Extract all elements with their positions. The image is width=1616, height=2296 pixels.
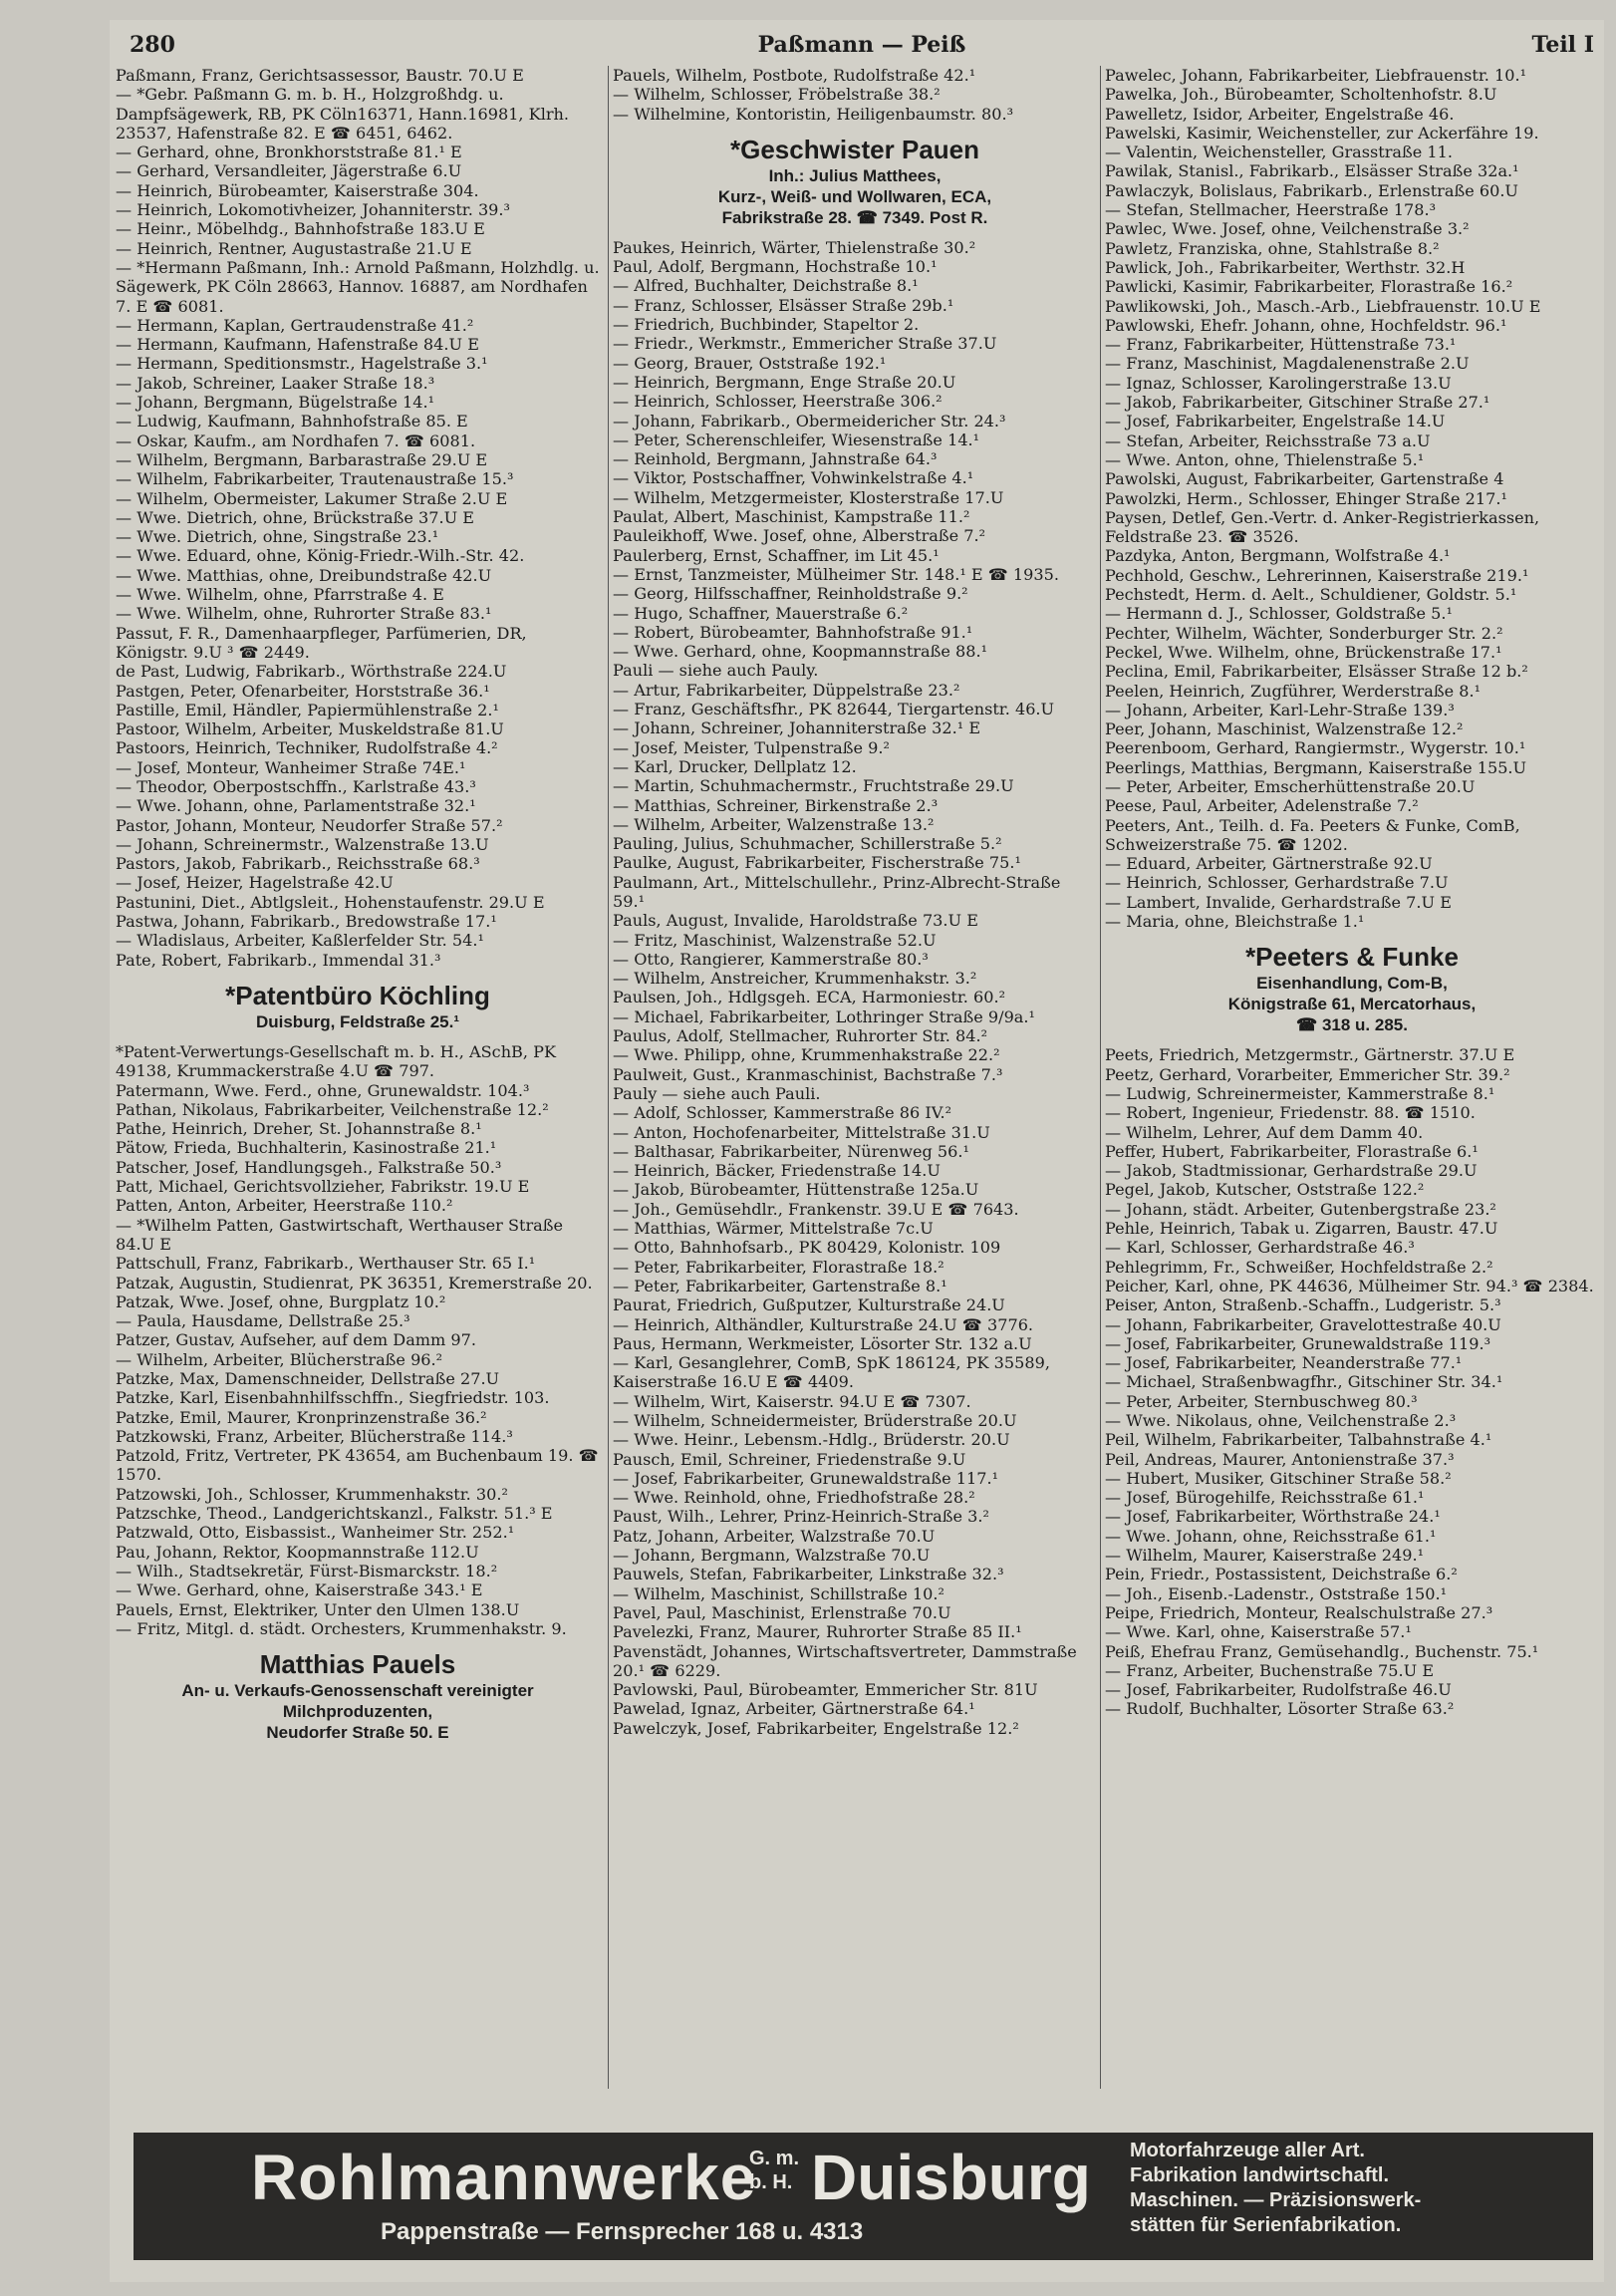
directory-entry: — Heinrich, Lokomotivheizer, Johanniterstr. 39.³: [116, 200, 510, 220]
directory-entry: Patzkowski, Franz, Arbeiter, Blücherstraße 114.³: [116, 1426, 513, 1446]
directory-entry: — Franz, Schlosser, Elsässer Straße 29b.¹: [613, 295, 954, 315]
directory-entry: Pavlowski, Paul, Bürobeamter, Emmericher Str. 81U: [613, 1680, 1038, 1700]
ad-line: Inh.: Julius Matthees,: [768, 165, 942, 185]
directory-entry: Paulat, Albert, Maschinist, Kampstraße 11.²: [613, 507, 970, 527]
directory-entry: — Rudolf, Buchhalter, Lösorter Straße 63.²: [1105, 1699, 1455, 1719]
directory-entry: Peiser, Anton, Straßenb.-Schaffn., Ludgeristr. 5.³: [1105, 1295, 1501, 1315]
directory-entry: — Alfred, Buchhalter, Deichstraße 8.¹: [613, 276, 919, 296]
directory-entry: — Wilh., Stadtsekretär, Fürst-Bismarckstr. 18.²: [116, 1561, 498, 1580]
directory-entry: — Wwe. Karl, ohne, Kaiserstraße 57.¹: [1105, 1622, 1412, 1642]
directory-entry: — Heinrich, Bergmann, Enge Straße 20.U: [613, 372, 956, 392]
directory-entry: — Wwe. Dietrich, ohne, Brückstraße 37.U E: [116, 507, 475, 527]
directory-entry: — Peter, Scherenschleifer, Wiesenstraße 14.¹: [613, 430, 980, 449]
directory-entry: Pawlicki, Kasimir, Fabrikarbeiter, Florastraße 16.²: [1105, 277, 1513, 297]
directory-entry: Peerenboom, Gerhard, Rangiermstr., Wygerstr. 10.¹: [1105, 738, 1526, 758]
directory-entry: Pathe, Heinrich, Dreher, St. Johannstraße 8.¹: [116, 1119, 482, 1139]
directory-entry: — Adolf, Schlosser, Kammerstraße 86 IV.²: [613, 1103, 952, 1123]
directory-entry: — Josef, Monteur, Wanheimer Straße 74E.¹: [116, 757, 466, 777]
banner-right-text: [1130, 2139, 1568, 2238]
directory-entry: — Heinrich, Schlosser, Heerstraße 306.²: [613, 392, 943, 412]
directory-entry: Pau, Johann, Rektor, Koopmannstraße 112.U: [116, 1542, 479, 1562]
directory-entry: — Ignaz, Schlosser, Karolingerstraße 13.U: [1105, 373, 1452, 393]
directory-entry: Pawilak, Stanisl., Fabrikarb., Elsässer Straße 32a.¹: [1105, 161, 1519, 181]
banner-company: Rohlmannwerke: [251, 2142, 757, 2213]
directory-entry: Pehle, Heinrich, Tabak u. Zigarren, Baustr. 47.U: [1105, 1219, 1498, 1239]
ad-geschwister-pauen: [613, 134, 1097, 228]
directory-entry: Peer, Johann, Maschinist, Walzenstraße 12.²: [1105, 719, 1464, 739]
directory-entry: Pastors, Jakob, Fabrikarb., Reichsstraße 68.³: [116, 854, 480, 874]
directory-entry: — Wwe. Reinhold, ohne, Friedhofstraße 28.²: [613, 1488, 975, 1508]
directory-entry: — Peter, Arbeiter, Sternbuschweg 80.³: [1105, 1391, 1418, 1411]
directory-entry: — Karl, Drucker, Dellplatz 12.: [613, 756, 857, 776]
directory-entry: — Joh., Gemüsehdlr., Frankenstr. 39.U E ☎ 7643.: [613, 1199, 1019, 1219]
directory-entry: — Matthias, Wärmer, Mittelstraße 7c.U: [613, 1219, 934, 1239]
directory-entry: — Wwe. Wilhelm, ohne, Pfarrstraße 4. E: [116, 585, 444, 605]
ad-line: ☎ 318 u. 285.: [1296, 1015, 1408, 1035]
directory-entry: Paul, Adolf, Bergmann, Hochstraße 10.¹: [613, 257, 938, 277]
directory-entry: — Hermann, Speditionsmstr., Hagelstraße 3.¹: [116, 354, 488, 374]
ad-title: *Geschwister Pauen: [730, 134, 979, 164]
directory-entry: — Wwe. Gerhard, ohne, Koopmannstraße 88.¹: [613, 642, 988, 662]
directory-entry: Patzschke, Theod., Landgerichtskanzl., Falkstr. 51.³ E: [116, 1504, 553, 1524]
directory-entry: — Stefan, Arbeiter, Reichsstraße 73 a.U: [1105, 430, 1431, 450]
directory-entry: *Patent-Verwertungs-Gesellschaft m. b. H., ASchB, PK 49138, Krummackerstraße 4.U ☎ 797.: [116, 1041, 556, 1081]
ad-peeters-funke: [1105, 941, 1599, 1035]
directory-entry: Peese, Paul, Arbeiter, Adelenstraße 7.²: [1105, 796, 1419, 816]
ad-title: Matthias Pauels: [259, 1649, 456, 1680]
directory-entry: Paßmann, Franz, Gerichtsassessor, Baustr. 70.U E: [116, 66, 524, 85]
directory-entry: Pathan, Nikolaus, Fabrikarbeiter, Veilchenstraße 12.²: [116, 1099, 549, 1119]
directory-entry: — Wilhelm, Schlosser, Fröbelstraße 38.²: [613, 85, 941, 105]
directory-entry: — Peter, Fabrikarbeiter, Gartenstraße 8.¹: [613, 1276, 947, 1295]
ad-line: Kurz-, Weiß- und Wollwaren, ECA,: [717, 186, 992, 206]
directory-entry: Paulke, August, Fabrikarbeiter, Fischerstraße 75.¹: [613, 853, 1021, 873]
directory-entry: Pausch, Emil, Schreiner, Friedenstraße 9.U: [613, 1449, 966, 1469]
directory-entry: Pavelezki, Franz, Maurer, Ruhrorter Straße 85 II.¹: [613, 1622, 1022, 1642]
ad-line: An- u. Verkaufs-Genossenschaft vereinigter: [181, 1681, 534, 1701]
directory-entry: Pechter, Wilhelm, Wächter, Sonderburger Str. 2.²: [1105, 623, 1503, 643]
directory-entry: — Josef, Fabrikarbeiter, Grunewaldstraße 119.³: [1105, 1333, 1491, 1353]
directory-entry: — Wilhelm, Wirt, Kaiserstr. 94.U E ☎ 7307.: [613, 1391, 971, 1411]
directory-entry: — Wwe. Wilhelm, ohne, Ruhrorter Straße 83.¹: [116, 604, 492, 624]
directory-entry: — Heinrich, Althändler, Kulturstraße 24.U ☎ 3776.: [613, 1314, 1034, 1334]
banner-line: Maschinen. — Präzisionswerk-: [1130, 2189, 1422, 2211]
directory-entry: — Fritz, Maschinist, Walzenstraße 52.U: [613, 930, 937, 950]
directory-entry: — Wilhelm, Obermeister, Lakumer Straße 2.U E: [116, 488, 508, 508]
directory-entry: — Franz, Fabrikarbeiter, Hüttenstraße 73.¹: [1105, 335, 1457, 355]
directory-entry: — Josef, Heizer, Hagelstraße 42.U: [116, 873, 394, 893]
directory-entry: — Wilhelm, Maurer, Kaiserstraße 249.¹: [1105, 1546, 1425, 1566]
directory-entry: — Wwe. Nikolaus, ohne, Veilchenstraße 2.³: [1105, 1411, 1457, 1430]
directory-entry: — Josef, Fabrikarbeiter, Engelstraße 14.U: [1105, 412, 1446, 431]
directory-entry: Pauling, Julius, Schuhmacher, Schillerstraße 5.²: [613, 834, 1002, 854]
entry-list: [116, 1042, 600, 1638]
directory-entry: — Reinhold, Bergmann, Jahnstraße 64.³: [613, 449, 938, 469]
directory-entry: — Robert, Ingenieur, Friedenstr. 88. ☎ 1510.: [1105, 1103, 1476, 1123]
directory-entry: Pauly — siehe auch Pauli.: [613, 1083, 821, 1103]
directory-entry: de Past, Ludwig, Fabrikarb., Wörthstraße 224.U: [116, 662, 507, 682]
directory-entry: Peerlings, Matthias, Bergmann, Kaiserstraße 155.U: [1105, 757, 1527, 777]
banner-address: Pappenstraße — Fernsprecher 168 u. 4313: [381, 2218, 864, 2245]
directory-entry: — Paula, Hausdame, Dellstraße 25.³: [116, 1311, 410, 1331]
directory-entry: — Balthasar, Fabrikarbeiter, Nürenweg 56.¹: [613, 1141, 969, 1161]
banner-line: Fabrikation landwirtschaftl.: [1130, 2164, 1390, 2186]
directory-entry: Peil, Andreas, Maurer, Antonienstraße 37.³: [1105, 1449, 1455, 1469]
directory-entry: — Josef, Fabrikarbeiter, Rudolfstraße 46.U: [1105, 1680, 1452, 1700]
column-1: [116, 66, 600, 2089]
directory-entry: Pawlec, Wwe. Josef, ohne, Veilchenstraße 3.²: [1105, 219, 1470, 239]
directory-entry: Pauli — siehe auch Pauly.: [613, 661, 819, 681]
directory-entry: — Wwe. Anton, ohne, Thielenstraße 5.¹: [1105, 449, 1425, 469]
directory-entry: — Oskar, Kaufm., am Nordhafen 7. ☎ 6081.: [116, 430, 476, 450]
directory-entry: — Michael, Fabrikarbeiter, Lothringer Straße 9/9a.¹: [613, 1006, 1035, 1026]
directory-entry: Pawelletz, Isidor, Arbeiter, Engelstraße 46.: [1105, 104, 1455, 124]
directory-page: [110, 20, 1604, 2282]
directory-entry: — Franz, Maschinist, Magdalenenstraße 2.U: [1105, 354, 1470, 374]
entry-list: [613, 238, 1097, 1738]
directory-entry: Pawelka, Joh., Bürobeamter, Scholtenhofstr. 8.U: [1105, 85, 1497, 105]
directory-entry: — Johann, Fabrikarb., Obermeidericher Str. 24.³: [613, 411, 1006, 430]
directory-entry: — Wilhelm, Schneidermeister, Brüderstraße 20.U: [613, 1411, 1017, 1430]
directory-entry: — Ludwig, Kaufmann, Bahnhofstraße 85. E: [116, 412, 468, 431]
page-title: Paßmann — Peiß: [757, 32, 966, 58]
directory-entry: Pawelski, Kasimir, Weichensteller, zur Ackerfähre 19.: [1105, 123, 1539, 143]
directory-entry: — Wilhelm, Maschinist, Schillstraße 10.²: [613, 1583, 944, 1603]
directory-entry: — Robert, Bürobeamter, Bahnhofstraße 91.¹: [613, 622, 973, 642]
directory-entry: Pavenstädt, Johannes, Wirtschaftsvertreter, Dammstraße 20.¹ ☎ 6229.: [613, 1641, 1077, 1680]
directory-entry: Pegel, Jakob, Kutscher, Oststraße 122.²: [1105, 1180, 1425, 1200]
directory-entry: — Hugo, Schaffner, Mauerstraße 6.²: [613, 603, 909, 623]
entry-list: [1105, 66, 1599, 931]
directory-entry: — *Wilhelm Patten, Gastwirtschaft, Werthauser Straße 84.U E: [116, 1215, 564, 1254]
ad-line: Eisenhandlung, Com-B,: [1256, 974, 1448, 994]
directory-entry: — Wilhelm, Bergmann, Barbarastraße 29.U E: [116, 449, 488, 469]
banner-city: Duisburg: [811, 2142, 1091, 2213]
directory-entry: — Josef, Fabrikarbeiter, Wörthstraße 24.¹: [1105, 1507, 1441, 1527]
directory-entry: Patzke, Emil, Maurer, Kronprinzenstraße 36.²: [116, 1407, 487, 1427]
ad-title: *Patentbüro Köchling: [225, 980, 490, 1010]
directory-entry: Paulus, Adolf, Stellmacher, Ruhrorter Str. 84.²: [613, 1026, 988, 1046]
directory-entry: — Martin, Schuhmachermstr., Fruchtstraße 29.U: [613, 776, 1014, 796]
directory-entry: — Wwe. Johann, ohne, Reichsstraße 61.¹: [1105, 1526, 1437, 1546]
directory-entry: Peckel, Wwe. Wilhelm, ohne, Brückenstraße 17.¹: [1105, 642, 1502, 662]
directory-entry: — Wwe. Eduard, ohne, König-Friedr.-Wilh.-Str. 42.: [116, 546, 525, 566]
directory-entry: — Joh., Eisenb.-Ladenstr., Oststraße 150.¹: [1105, 1583, 1448, 1603]
directory-entry: Pawlaczyk, Bolislaus, Fabrikarb., Erlenstraße 60.U: [1105, 180, 1518, 200]
directory-entry: — Wilhelm, Lehrer, Auf dem Damm 40.: [1105, 1122, 1424, 1142]
page-number: 280: [130, 32, 175, 58]
directory-entry: — Georg, Brauer, Oststraße 192.¹: [613, 353, 887, 373]
directory-entry: Patzold, Fritz, Vertreter, PK 43654, am Buchenbaum 19. ☎ 1570.: [116, 1446, 599, 1485]
directory-entry: — Georg, Hilfsschaffner, Reinholdstraße 9.²: [613, 584, 968, 604]
directory-entry: Patzke, Karl, Eisenbahnhilfsschffn., Siegfriedstr. 103.: [116, 1388, 550, 1408]
column-2: [608, 66, 1097, 2089]
directory-entry: Patz, Johann, Arbeiter, Walzstraße 70.U: [613, 1526, 936, 1546]
column-3: [1100, 66, 1599, 2089]
directory-entry: Patzak, Wwe. Josef, ohne, Burgplatz 10.²: [116, 1292, 446, 1311]
directory-entry: — Wilhelmine, Kontoristin, Heiligenbaumstr. 80.³: [613, 104, 1014, 124]
part-label: Teil I: [1531, 32, 1594, 58]
directory-entry: Pehlegrimm, Fr., Schweißer, Hochfeldstraße 2.²: [1105, 1257, 1493, 1277]
directory-entry: — Wilhelm, Arbeiter, Blücherstraße 96.²: [116, 1349, 443, 1369]
directory-entry: Paysen, Detlef, Gen.-Vertr. d. Anker-Registrierkassen, Feldstraße 23. ☎ 3526.: [1105, 507, 1540, 547]
directory-entry: — Franz, Arbeiter, Buchenstraße 75.U E: [1105, 1660, 1435, 1680]
directory-entry: Pauls, August, Invalide, Haroldstraße 73.U E: [613, 911, 978, 931]
directory-entry: Pawlowski, Ehefr. Johann, ohne, Hochfeldstr. 96.¹: [1105, 315, 1507, 335]
directory-entry: — Wilhelm, Metzgermeister, Klosterstraße 17.U: [613, 487, 1004, 507]
directory-entry: — Otto, Rangierer, Kammerstraße 80.³: [613, 949, 929, 969]
directory-entry: Pastgen, Peter, Ofenarbeiter, Horststraße 36.¹: [116, 681, 490, 701]
directory-entry: — Gerhard, Versandleiter, Jägerstraße 6.U: [116, 161, 462, 181]
directory-entry: — Jakob, Bürobeamter, Hüttenstraße 125a.U: [613, 1180, 979, 1200]
ad-line: Duisburg, Feldstraße 25.¹: [255, 1011, 460, 1031]
directory-entry: — Wwe. Dietrich, ohne, Singstraße 23.¹: [116, 527, 439, 547]
directory-entry: — Wwe. Philipp, ohne, Krummenhakstraße 22.²: [613, 1045, 1000, 1065]
directory-entry: — Jakob, Stadtmissionar, Gerhardstraße 29.U: [1105, 1161, 1478, 1181]
directory-entry: — Heinrich, Rentner, Augustastraße 21.U E: [116, 238, 472, 258]
directory-entry: — Viktor, Postschaffner, Vohwinkelstraße 4.¹: [613, 468, 974, 488]
directory-entry: Pechhold, Geschw., Lehrerinnen, Kaiserstraße 219.¹: [1105, 565, 1529, 585]
directory-entry: Pastunini, Diet., Abtlgsleit., Hohenstaufenstr. 29.U E: [116, 892, 545, 912]
directory-entry: — Lambert, Invalide, Gerhardstraße 7.U E: [1105, 892, 1452, 912]
directory-entry: — Franz, Geschäftsfhr., PK 82644, Tiergartenstr. 46.U: [613, 700, 1055, 719]
directory-entry: Pastille, Emil, Händler, Papiermühlenstraße 2.¹: [116, 700, 499, 719]
directory-entry: — Hermann d. J., Schlosser, Goldstraße 5.¹: [1105, 604, 1453, 624]
directory-entry: — Jakob, Fabrikarbeiter, Gitschiner Straße 27.¹: [1105, 393, 1490, 413]
directory-entry: Pawelad, Ignaz, Arbeiter, Gärtnerstraße 64.¹: [613, 1699, 975, 1719]
directory-entry: Pechstedt, Herm. d. Aelt., Schuldiener, Goldstr. 5.¹: [1105, 585, 1517, 605]
directory-entry: — Theodor, Oberpostschffn., Karlstraße 43.³: [116, 776, 476, 796]
directory-entry: — Peter, Arbeiter, Emscherhüttenstraße 20.U: [1105, 776, 1476, 796]
directory-entry: Pawlikowski, Joh., Masch.-Arb., Liebfrauenstr. 10.U E: [1105, 296, 1541, 316]
directory-entry: Pavel, Paul, Maschinist, Erlenstraße 70.U: [613, 1602, 951, 1622]
directory-entry: — Josef, Meister, Tulpenstraße 9.²: [613, 737, 890, 757]
directory-entry: — Michael, Straßenbwagfhr., Gitschiner Str. 34.¹: [1105, 1372, 1503, 1392]
directory-entry: — Anton, Hochofenarbeiter, Mittelstraße 31.U: [613, 1122, 990, 1142]
directory-entry: Peicher, Karl, ohne, PK 44636, Mülheimer Str. 94.³ ☎ 2384.: [1105, 1276, 1594, 1295]
directory-entry: Peclina, Emil, Fabrikarbeiter, Elsässer Straße 12 b.²: [1105, 662, 1528, 682]
page-header: [130, 26, 1594, 62]
directory-entry: Peelen, Heinrich, Zugführer, Werderstraße 8.¹: [1105, 681, 1481, 701]
directory-entry: Patzer, Gustav, Aufseher, auf dem Damm 97.: [116, 1330, 477, 1350]
directory-entry: — Heinrich, Schlosser, Gerhardstraße 7.U: [1105, 873, 1449, 893]
directory-entry: Pawolzki, Herm., Schlosser, Ehinger Straße 217.¹: [1105, 488, 1507, 508]
directory-entry: — Josef, Fabrikarbeiter, Grunewaldstraße 117.¹: [613, 1468, 999, 1488]
ad-line: Fabrikstraße 28. ☎ 7349. Post R.: [721, 207, 988, 227]
directory-entry: — Karl, Schlosser, Gerhardstraße 46.³: [1105, 1238, 1415, 1258]
directory-entry: — Johann, Arbeiter, Karl-Lehr-Straße 139.³: [1105, 700, 1455, 719]
directory-entry: Peipe, Friedrich, Monteur, Realschulstraße 27.³: [1105, 1602, 1493, 1622]
directory-entry: Patzak, Augustin, Studienrat, PK 36351, Kremerstraße 20.: [116, 1273, 593, 1292]
directory-entry: — Friedr., Werkmstr., Emmericher Straße 37.U: [613, 334, 997, 354]
directory-entry: — Wwe. Gerhard, ohne, Kaiserstraße 343.¹ E: [116, 1580, 483, 1600]
directory-entry: — Hermann, Kaplan, Gertraudenstraße 41.²: [116, 315, 474, 335]
directory-entry: Pazdyka, Anton, Bergmann, Wolfstraße 4.¹: [1105, 546, 1451, 566]
entry-list: [613, 66, 1097, 124]
directory-entry: — Jakob, Schreiner, Laaker Straße 18.³: [116, 373, 435, 393]
directory-entry: Pauels, Wilhelm, Postbote, Rudolfstraße 42.¹: [613, 66, 976, 85]
directory-entry: Pawolski, August, Fabrikarbeiter, Gartenstraße 4: [1105, 469, 1504, 489]
directory-entry: Patzwald, Otto, Eisbassist., Wanheimer Str. 252.¹: [116, 1523, 515, 1543]
ad-matthias-pauels: [116, 1648, 600, 1743]
directory-entry: Paulmann, Art., Mittelschullehr., Prinz-Albrecht-Straße 59.¹: [613, 872, 1061, 911]
directory-entry: Peil, Wilhelm, Fabrikarbeiter, Talbahnstraße 4.¹: [1105, 1430, 1492, 1450]
directory-entry: — Ludwig, Schreinermeister, Kammerstraße 8.¹: [1105, 1083, 1495, 1103]
ad-patentbuero-koechling: [116, 980, 600, 1032]
directory-entry: — Heinrich, Bürobeamter, Kaiserstraße 304.: [116, 180, 479, 200]
directory-entry: — Johann, Bergmann, Walzstraße 70.U: [613, 1546, 931, 1566]
directory-entry: — Karl, Gesanglehrer, ComB, SpK 186124, PK 35589, Kaiserstraße 16.U E ☎ 4409.: [613, 1353, 1050, 1392]
directory-entry: — Johann, Schreiner, Johanniterstraße 32.¹ E: [613, 718, 981, 738]
directory-entry: Pastor, Johann, Monteur, Neudorfer Straße 57.²: [116, 815, 503, 835]
directory-entry: Paulsen, Joh., Hdlgsgeh. ECA, Harmoniestr. 60.²: [613, 988, 1006, 1007]
directory-entry: — Eduard, Arbeiter, Gärtnerstraße 92.U: [1105, 854, 1433, 874]
directory-entry: Paulweit, Gust., Kranmaschinist, Bachstraße 7.³: [613, 1064, 1003, 1084]
ad-title: *Peeters & Funke: [1245, 942, 1459, 973]
directory-entry: — Peter, Fabrikarbeiter, Florastraße 18.²: [613, 1257, 944, 1277]
directory-entry: — Wwe. Matthias, ohne, Dreibundstraße 42.U: [116, 565, 492, 585]
directory-entry: Pawletz, Franziska, ohne, Stahlstraße 8.²: [1105, 238, 1440, 258]
entry-list: [1105, 1045, 1599, 1718]
directory-entry: — Josef, Bürogehilfe, Reichsstraße 61.¹: [1105, 1488, 1425, 1508]
directory-entry: Pauleikhoff, Wwe. Josef, ohne, Alberstraße 7.²: [613, 526, 986, 546]
directory-entry: Pastwa, Johann, Fabrikarb., Bredowstraße 17.¹: [116, 912, 497, 932]
banner-line: stätten für Serienfabrikation.: [1130, 2214, 1402, 2236]
directory-entry: Patzowski, Joh., Schlosser, Krummenhakstr. 30.²: [116, 1484, 508, 1504]
directory-entry: Pawelczyk, Josef, Fabrikarbeiter, Engelstraße 12.²: [613, 1718, 1019, 1738]
directory-entry: Patt, Michael, Gerichtsvollzieher, Fabrikstr. 19.U E: [116, 1177, 530, 1197]
directory-entry: Pate, Robert, Fabrikarb., Immendal 31.³: [116, 950, 441, 970]
ad-line: Milchproduzenten,: [282, 1702, 433, 1722]
directory-entry: Patermann, Wwe. Ferd., ohne, Grunewaldstr. 104.³: [116, 1080, 530, 1100]
directory-entry: — Friedrich, Buchbinder, Stapeltor 2.: [613, 315, 920, 335]
directory-entry: Peeters, Ant., Teilh. d. Fa. Peeters & Funke, ComB, Schweizerstraße 75. ☎ 1202.: [1105, 815, 1520, 854]
directory-entry: Pastoors, Heinrich, Techniker, Rudolfstraße 4.²: [116, 738, 498, 758]
directory-entry: — *Hermann Paßmann, Inh.: Arnold Paßmann, Holzhdlg. u. Sägewerk, PK Cöln 28663, Hannov. 16887, am Nordhafen 7. E ☎ 6081.: [116, 257, 600, 316]
banner-line: Motorfahrzeuge aller Art.: [1130, 2140, 1365, 2161]
directory-entry: Paus, Hermann, Werkmeister, Lösorter Str. 132 a.U: [613, 1333, 1032, 1353]
directory-entry: — Wilhelm, Anstreicher, Krummenhakstr. 3.²: [613, 969, 977, 989]
directory-entry: Patzke, Max, Damenschneider, Dellstraße 27.U: [116, 1369, 500, 1388]
directory-entry: Pastoor, Wilhelm, Arbeiter, Muskeldstraße 81.U: [116, 719, 504, 739]
directory-entry: — Wilhelm, Arbeiter, Walzenstraße 13.²: [613, 814, 935, 834]
directory-entry: Pawlick, Joh., Fabrikarbeiter, Werthstr. 32.H: [1105, 257, 1466, 277]
directory-entry: — Maria, ohne, Bleichstraße 1.¹: [1105, 912, 1365, 932]
directory-entry: Pawelec, Johann, Fabrikarbeiter, Liebfrauenstr. 10.¹: [1105, 66, 1527, 85]
directory-entry: — Wladislaus, Arbeiter, Kaßlerfelder Str. 54.¹: [116, 931, 484, 951]
directory-entry: — Johann, Schreinermstr., Walzenstraße 13.U: [116, 834, 489, 854]
directory-entry: Passut, F. R., Damenhaarpfleger, Parfümerien, DR, Königstr. 9.U ³ ☎ 2449.: [116, 623, 527, 662]
directory-entry: Pein, Friedr., Postassistent, Deichstraße 6.²: [1105, 1565, 1458, 1584]
directory-entry: Pauels, Ernst, Elektriker, Unter den Ulmen 138.U: [116, 1599, 520, 1619]
directory-entry: — Gerhard, ohne, Bronkhorststraße 81.¹ E: [116, 143, 462, 162]
directory-entry: — Josef, Fabrikarbeiter, Neanderstraße 77.¹: [1105, 1353, 1463, 1373]
directory-entry: Paust, Wilh., Lehrer, Prinz-Heinrich-Straße 3.²: [613, 1507, 989, 1527]
directory-entry: Patscher, Josef, Handlungsgeh., Falkstraße 50.³: [116, 1157, 502, 1177]
directory-entry: — *Gebr. Paßmann G. m. b. H., Holzgroßhdg. u. Dampfsägewerk, RB, PK Cöln16371, Hann.16981, Klrh. 23537, Hafenstraße 82. E ☎ 6451, 6462.: [116, 85, 570, 143]
directory-entry: — Ernst, Tanzmeister, Mülheimer Str. 148.¹ E ☎ 1935.: [613, 564, 1060, 584]
directory-entry: — Wwe. Johann, ohne, Parlamentstraße 32.¹: [116, 796, 476, 816]
directory-entry: — Heinr., Möbelhdg., Bahnhofstraße 183.U E: [116, 219, 485, 239]
directory-entry: — Wwe. Heinr., Lebensm.-Hdlg., Brüderstr. 20.U: [613, 1430, 1010, 1450]
directory-entry: Peets, Friedrich, Metzgermstr., Gärtnerstr. 37.U E: [1105, 1045, 1515, 1065]
directory-entry: — Hubert, Musiker, Gitschiner Straße 58.²: [1105, 1468, 1452, 1488]
directory-entry: — Valentin, Weichensteller, Grasstraße 11.: [1105, 143, 1453, 162]
directory-entry: — Artur, Fabrikarbeiter, Düppelstraße 23.²: [613, 680, 960, 700]
directory-entry: — Stefan, Stellmacher, Heerstraße 178.³: [1105, 200, 1437, 220]
directory-entry: — Johann, städt. Arbeiter, Gutenbergstraße 23.²: [1105, 1199, 1496, 1219]
directory-entry: Peiß, Ehefrau Franz, Gemüsehandlg., Buchenstr. 75.¹: [1105, 1641, 1539, 1661]
directory-entry: Paulerberg, Ernst, Schaffner, im Lit 45.¹: [613, 545, 940, 565]
directory-entry: Patten, Anton, Arbeiter, Heerstraße 110.²: [116, 1196, 453, 1216]
ad-line: Neudorfer Straße 50. E: [266, 1723, 449, 1743]
ad-line: Königstraße 61, Mercatorhaus,: [1227, 995, 1477, 1014]
directory-entry: — Matthias, Schreiner, Birkenstraße 2.³: [613, 795, 939, 815]
directory-entry: Pattschull, Franz, Fabrikarb., Werthauser Str. 65 I.¹: [116, 1254, 536, 1274]
directory-entry: — Otto, Bahnhofsarb., PK 80429, Kolonistr. 109: [613, 1238, 1001, 1258]
directory-entry: Pätow, Frieda, Buchhalterin, Kasinostraße 21.¹: [116, 1138, 497, 1158]
directory-entry: — Fritz, Mitgl. d. städt. Orchesters, Krummenhakstr. 9.: [116, 1618, 567, 1638]
directory-entry: Pauwels, Stefan, Fabrikarbeiter, Linkstraße 32.³: [613, 1565, 1004, 1584]
directory-entry: — Hermann, Kaufmann, Hafenstraße 84.U E: [116, 335, 479, 355]
banner-suffix: G. m. b. H.: [749, 2148, 800, 2193]
directory-entry: — Johann, Bergmann, Bügelstraße 14.¹: [116, 393, 435, 413]
directory-entry: — Heinrich, Bäcker, Friedenstraße 14.U: [613, 1161, 941, 1181]
entry-list: [116, 66, 600, 970]
directory-entry: Paukes, Heinrich, Wärter, Thielenstraße 30.²: [613, 237, 976, 257]
directory-entry: Paurat, Friedrich, Gußputzer, Kulturstraße 24.U: [613, 1295, 1005, 1315]
directory-entry: Peetz, Gerhard, Vorarbeiter, Emmericher Str. 39.²: [1105, 1064, 1510, 1084]
directory-entry: — Johann, Fabrikarbeiter, Gravelottestraße 40.U: [1105, 1314, 1501, 1334]
directory-entry: — Wilhelm, Fabrikarbeiter, Trautenaustraße 15.³: [116, 469, 514, 489]
advertisement-banner: [134, 2133, 1593, 2260]
directory-entry: Peffer, Hubert, Fabrikarbeiter, Florastraße 6.¹: [1105, 1141, 1479, 1161]
